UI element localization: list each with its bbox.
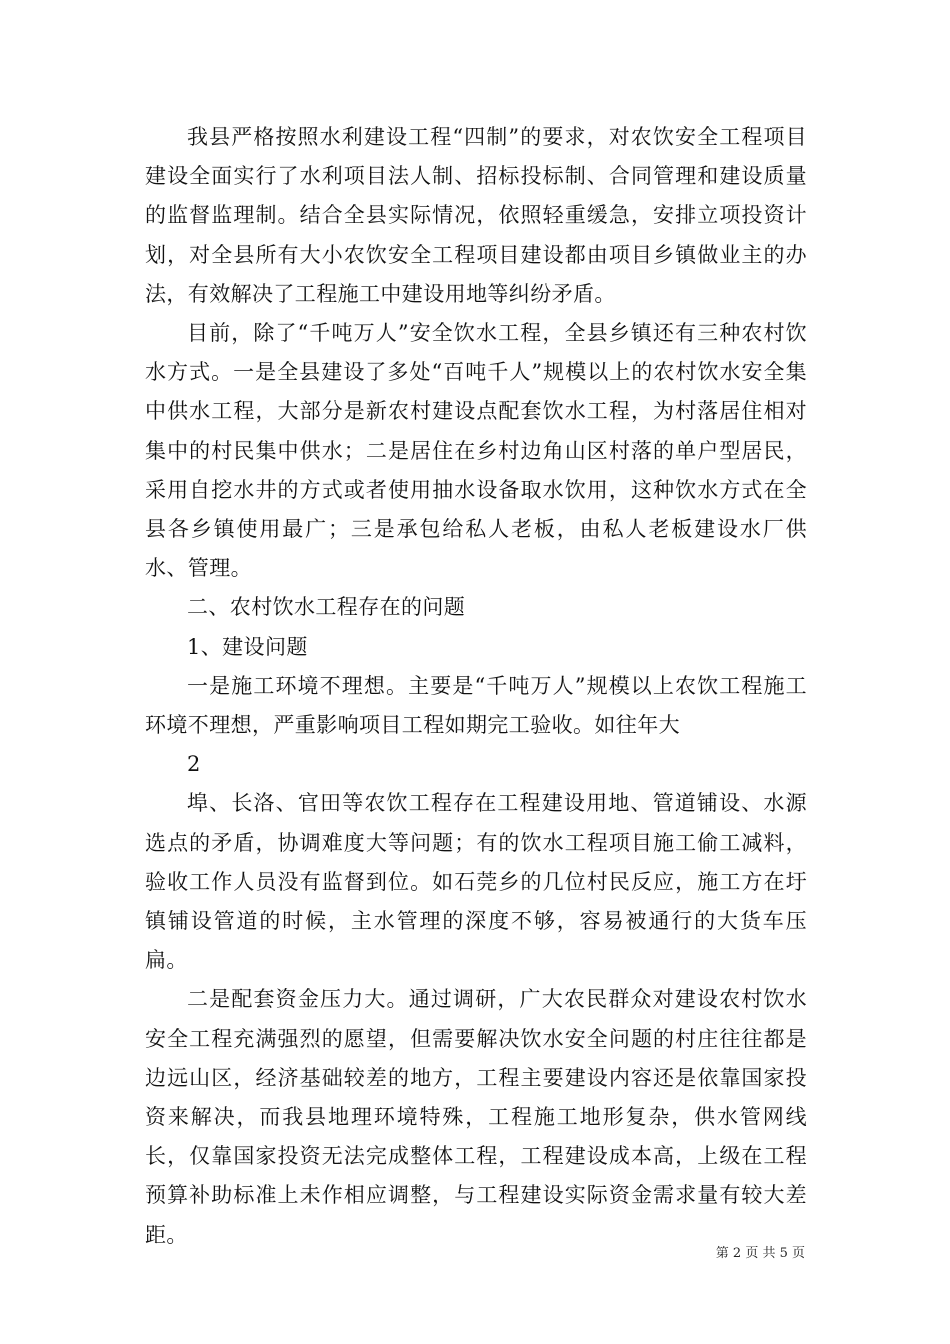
paragraph-construction-disputes: 埠、长洛、官田等农饮工程存在工程建设用地、管道铺设、水源选点的矛盾，协调难度大等问题；有的饮水工程项目施工偷工减料，验收工作人员没有监督到位。如石莞乡的几位村民反应，施工方在圩镇铺设管道的时候，主水管理的深度不够，容易被通行的大货车压扁。 [145, 791, 807, 973]
paragraph-funding-pressure: 二是配套资金压力大。通过调研，广大农民群众对建设农村饮水安全工程充满强烈的愿望，但需要解决饮水安全问题的村庄往往都是边远山区，经济基础较差的地方，工程主要建设内容还是依靠国家投资来解决，而我县地理环境特殊，工程施工地形复杂，供水管网线长，仅靠国家投资无法完成整体工程，工程建设成本高，上级在工程预算补助标准上未作相应调整，与工程建设实际资金需求量有较大差距。 [145, 987, 807, 1247]
section-heading-problems: 二、农村饮水工程存在的问题 [187, 595, 466, 620]
paragraph-water-supply-methods: 目前，除了“千吨万人”安全饮水工程，全县乡镇还有三种农村饮水方式。一是全县建设了多处“百吨千人”规模以上的农村饮水安全集中供水工程，大部分是新农村建设点配套饮水工程，为村落居住相对集中的村民集中供水；二是居住在乡村边角山区村落的单户型居民，采用自挖水井的方式或者使用抽水设备取水饮用，这种饮水方式在全县各乡镇使用最广；三是承包给私人老板，由私人老板建设水厂供水、管理。 [145, 321, 807, 581]
document-body [145, 118, 807, 1255]
paragraph-construction-environment: 一是施工环境不理想。主要是“千吨万人”规模以上农饮工程施工环境不理想，严重影响项目工程如期完工验收。如往年大 [145, 673, 807, 738]
page-footer: 第 2 页 共 5 页 [715, 1246, 805, 1261]
paragraph-four-systems: 我县严格按照水利建设工程“四制”的要求，对农饮安全工程项目建设全面实行了水利项目法人制、招标投标制、合同管理和建设质量的监督监理制。结合全县实际情况，依照轻重缓急，安排立项投资计划，对全县所有大小农饮安全工程项目建设都由项目乡镇做业主的办法，有效解决了工程施工中建设用地等纠纷矛盾。 [145, 125, 807, 306]
subsection-heading-construction: 1、建设问题 [187, 634, 308, 659]
inline-page-marker: 2 [187, 752, 201, 777]
